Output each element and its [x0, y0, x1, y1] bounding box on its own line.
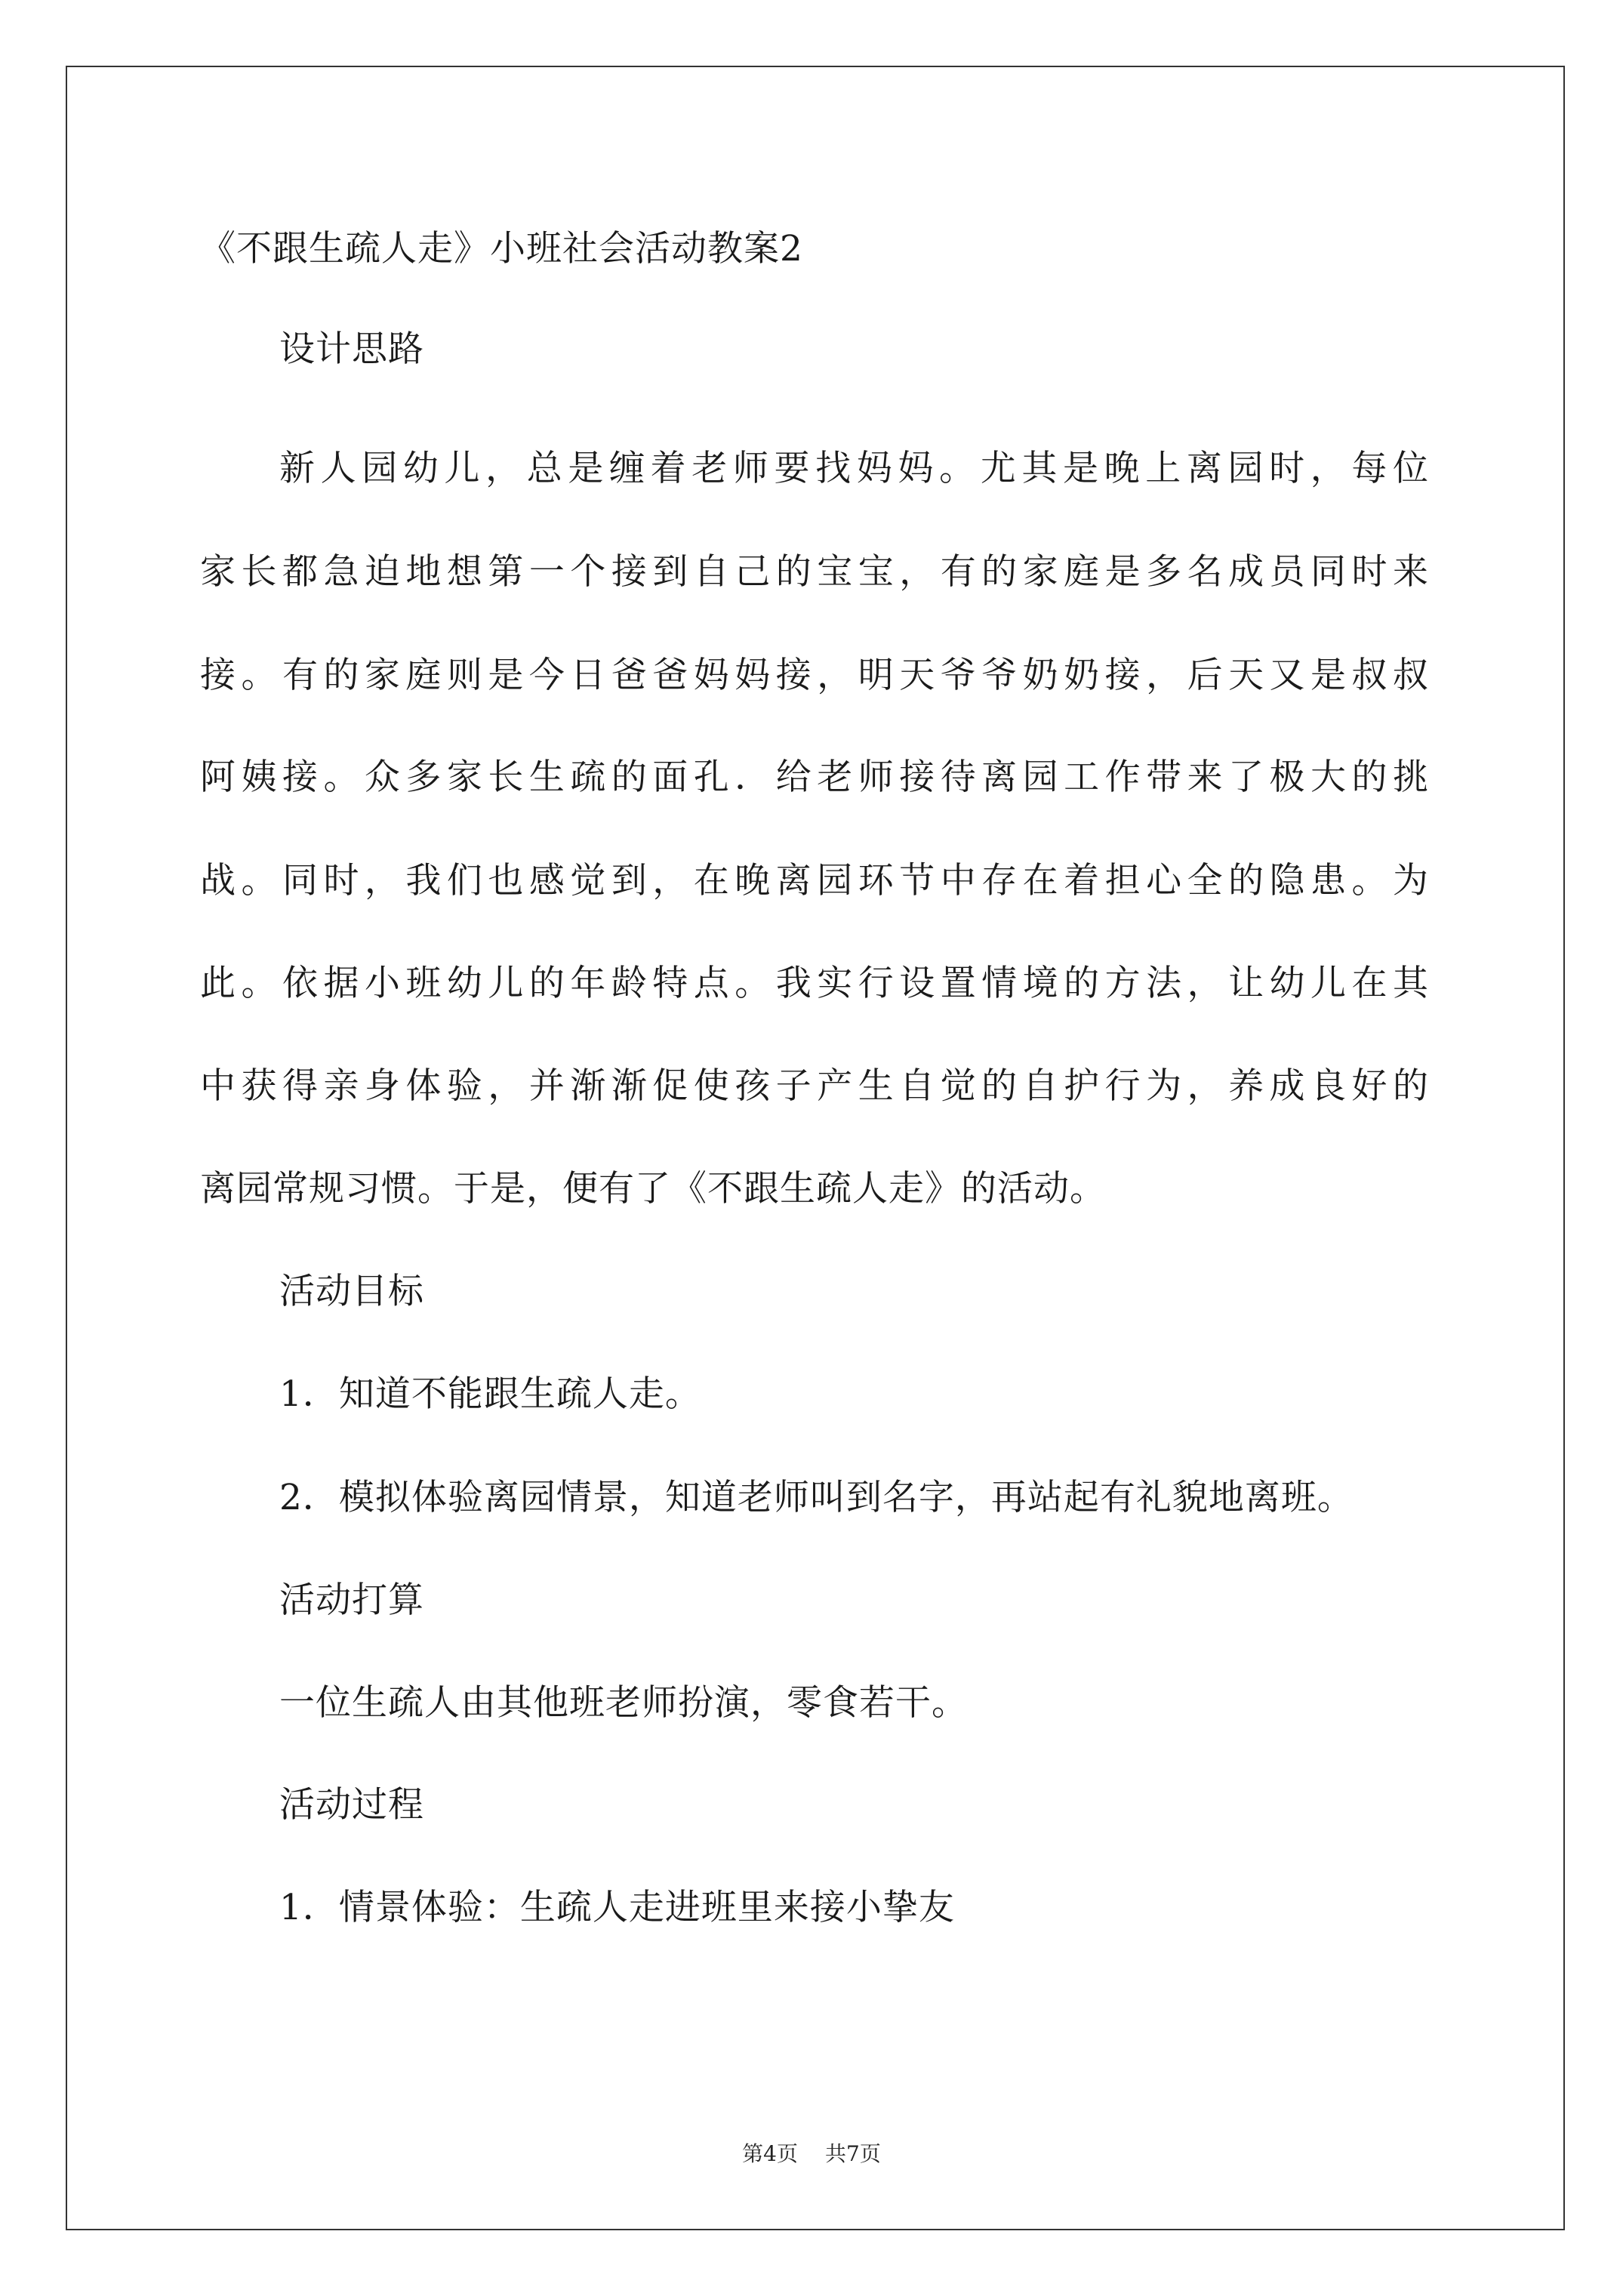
section-heading-design: 设计思路: [279, 328, 424, 370]
goal-item-2: 2．模拟体验离园情景，知道老师叫到名字，再站起有礼貌地离班。: [279, 1477, 1354, 1518]
design-line-2: 家长都急迫地想第一个接到自己的宝宝，有的家庭是多名成员同时来: [200, 551, 1429, 593]
section-heading-goals: 活动目标: [279, 1271, 424, 1312]
design-line-3: 接。有的家庭则是今日爸爸妈妈接，明天爷爷奶奶接，后天又是叔叔: [200, 655, 1429, 696]
design-line-4: 阿姨接。众多家长生疏的面孔．给老师接待离园工作带来了极大的挑: [200, 757, 1429, 798]
page-number: 第4页: [742, 2141, 798, 2166]
design-line-5: 战。同时，我们也感觉到，在晚离园环节中存在着担心全的隐患。为: [200, 860, 1429, 901]
section-heading-preparation: 活动打算: [279, 1579, 424, 1621]
goal-item-1: 1．知道不能跟生疏人走。: [279, 1373, 701, 1415]
process-item-1: 1．情景体验：生疏人走进班里来接小挚友: [279, 1887, 955, 1928]
page-footer: [0, 2140, 1623, 2168]
design-line-7: 中获得亲身体验，并渐渐促使孩子产生自觉的自护行为，养成良好的: [200, 1065, 1429, 1107]
section-heading-process: 活动过程: [279, 1784, 424, 1826]
preparation-text: 一位生疏人由其他班老师扮演，零食若干。: [279, 1682, 968, 1724]
design-line-1: 新人园幼儿，总是缠着老师要找妈妈。尤其是晚上离园时，每位: [279, 448, 1429, 489]
page-total: 共7页: [825, 2141, 881, 2166]
document-title: 《不跟生疏人走》小班社会活动教案2: [200, 228, 803, 270]
design-line-6: 此。依据小班幼儿的年龄特点。我实行设置情境的方法，让幼儿在其: [200, 963, 1429, 1004]
design-line-8: 离园常规习惯。于是，便有了《不跟生疏人走》的活动。: [200, 1168, 1106, 1210]
